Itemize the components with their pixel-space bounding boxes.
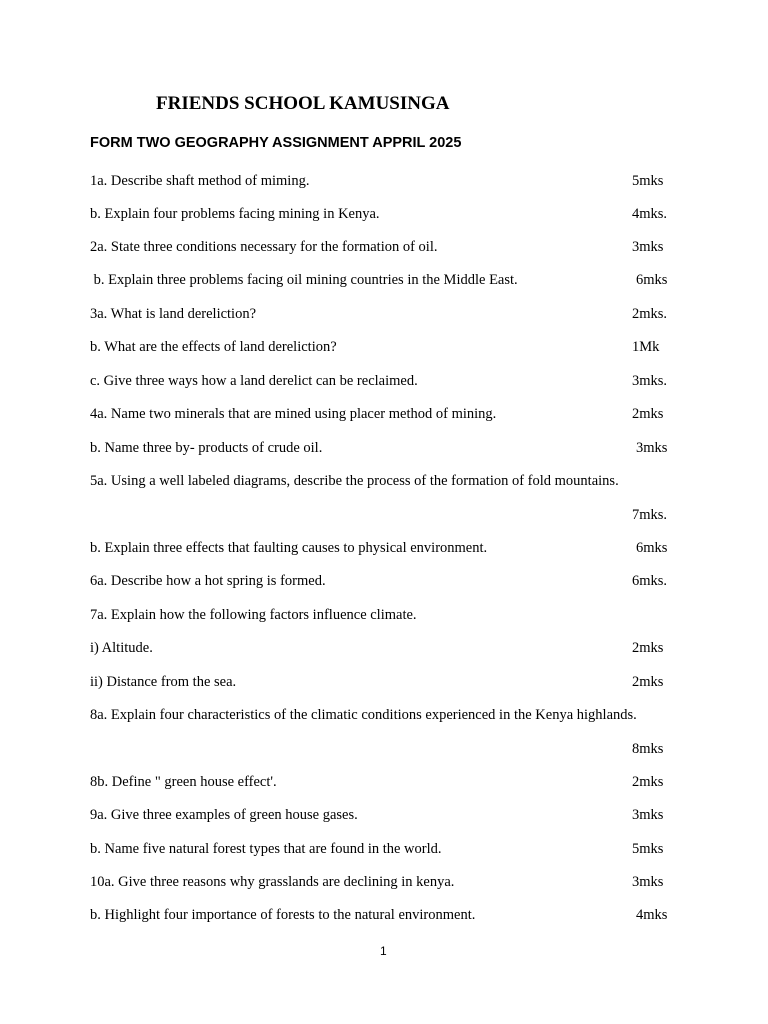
- page-number: 1: [380, 944, 387, 958]
- question-line: [90, 874, 690, 894]
- question-line: [90, 306, 690, 326]
- question-line: [90, 707, 690, 727]
- question-marks: 6mks.: [632, 573, 668, 589]
- question-line: [90, 607, 690, 627]
- question-line: [90, 674, 690, 694]
- question-marks: 1Mk: [632, 339, 660, 355]
- question-marks: 3mks: [636, 440, 668, 456]
- question-line: [90, 239, 690, 259]
- question-marks: 3mks.: [632, 373, 668, 389]
- question-text: b. Explain three problems facing oil mining countries in the Middle East.: [90, 272, 518, 288]
- question-text: 10a. Give three reasons why grasslands are declining in kenya.: [90, 874, 455, 890]
- question-marks: 2mks: [632, 406, 664, 422]
- question-text: b. Name three by- products of crude oil.: [90, 440, 323, 456]
- question-text: 7a. Explain how the following factors influence climate.: [90, 607, 417, 623]
- question-text: 8b. Define " green house effect'.: [90, 774, 277, 790]
- question-line: [90, 339, 690, 359]
- question-text: 4a. Name two minerals that are mined using placer method of mining.: [90, 406, 497, 422]
- question-line: [90, 774, 690, 794]
- question-text: b. Name five natural forest types that are found in the world.: [90, 841, 442, 857]
- question-marks: 3mks: [632, 874, 664, 890]
- question-line: [90, 473, 690, 493]
- question-text: i) Altitude.: [90, 640, 153, 656]
- question-line: [90, 640, 690, 660]
- question-line: [90, 406, 690, 426]
- school-title: FRIENDS SCHOOL KAMUSINGA: [156, 93, 450, 114]
- question-line: [90, 540, 690, 560]
- question-marks: 6mks: [636, 272, 668, 288]
- assignment-title: FORM TWO GEOGRAPHY ASSIGNMENT APPRIL 2025: [90, 135, 462, 151]
- question-marks: 2mks: [632, 674, 664, 690]
- question-text: b. What are the effects of land dereliction?: [90, 339, 337, 355]
- question-text: c. Give three ways how a land derelict can be reclaimed.: [90, 373, 418, 389]
- question-text: 6a. Describe how a hot spring is formed.: [90, 573, 326, 589]
- question-text: b. Highlight four importance of forests to the natural environment.: [90, 907, 476, 923]
- question-text: 2a. State three conditions necessary for the formation of oil.: [90, 239, 438, 255]
- question-marks: 2mks: [632, 774, 664, 790]
- question-text: 5a. Using a well labeled diagrams, describe the process of the formation of fold mountains.: [90, 473, 619, 489]
- question-marks: 5mks: [632, 173, 664, 189]
- question-marks: 2mks: [632, 640, 664, 656]
- question-text: 3a. What is land dereliction?: [90, 306, 257, 322]
- question-line: [90, 907, 690, 927]
- question-marks: 4mks: [636, 907, 668, 923]
- question-line: [90, 173, 690, 193]
- question-line: [90, 272, 690, 292]
- question-line: [90, 206, 690, 226]
- question-text: 9a. Give three examples of green house gases.: [90, 807, 358, 823]
- question-line: [90, 440, 690, 460]
- question-marks: 3mks: [632, 807, 664, 823]
- question-marks: 4mks.: [632, 206, 668, 222]
- question-marks: 6mks: [636, 540, 668, 556]
- question-line: [90, 841, 690, 861]
- question-line: [90, 741, 690, 761]
- question-line: [90, 507, 690, 527]
- question-text: 1a. Describe shaft method of miming.: [90, 173, 310, 189]
- question-marks: 8mks: [632, 741, 664, 757]
- question-marks: 3mks: [632, 239, 664, 255]
- question-line: [90, 573, 690, 593]
- question-line: [90, 807, 690, 827]
- question-line: [90, 373, 690, 393]
- question-marks: 5mks: [632, 841, 664, 857]
- question-text: 8a. Explain four characteristics of the climatic conditions experienced in the Kenya highlands.: [90, 707, 637, 723]
- question-marks: 7mks.: [632, 507, 668, 523]
- question-text: ii) Distance from the sea.: [90, 674, 237, 690]
- question-marks: 2mks.: [632, 306, 668, 322]
- question-text: b. Explain four problems facing mining in Kenya.: [90, 206, 380, 222]
- question-text: b. Explain three effects that faulting causes to physical environment.: [90, 540, 488, 556]
